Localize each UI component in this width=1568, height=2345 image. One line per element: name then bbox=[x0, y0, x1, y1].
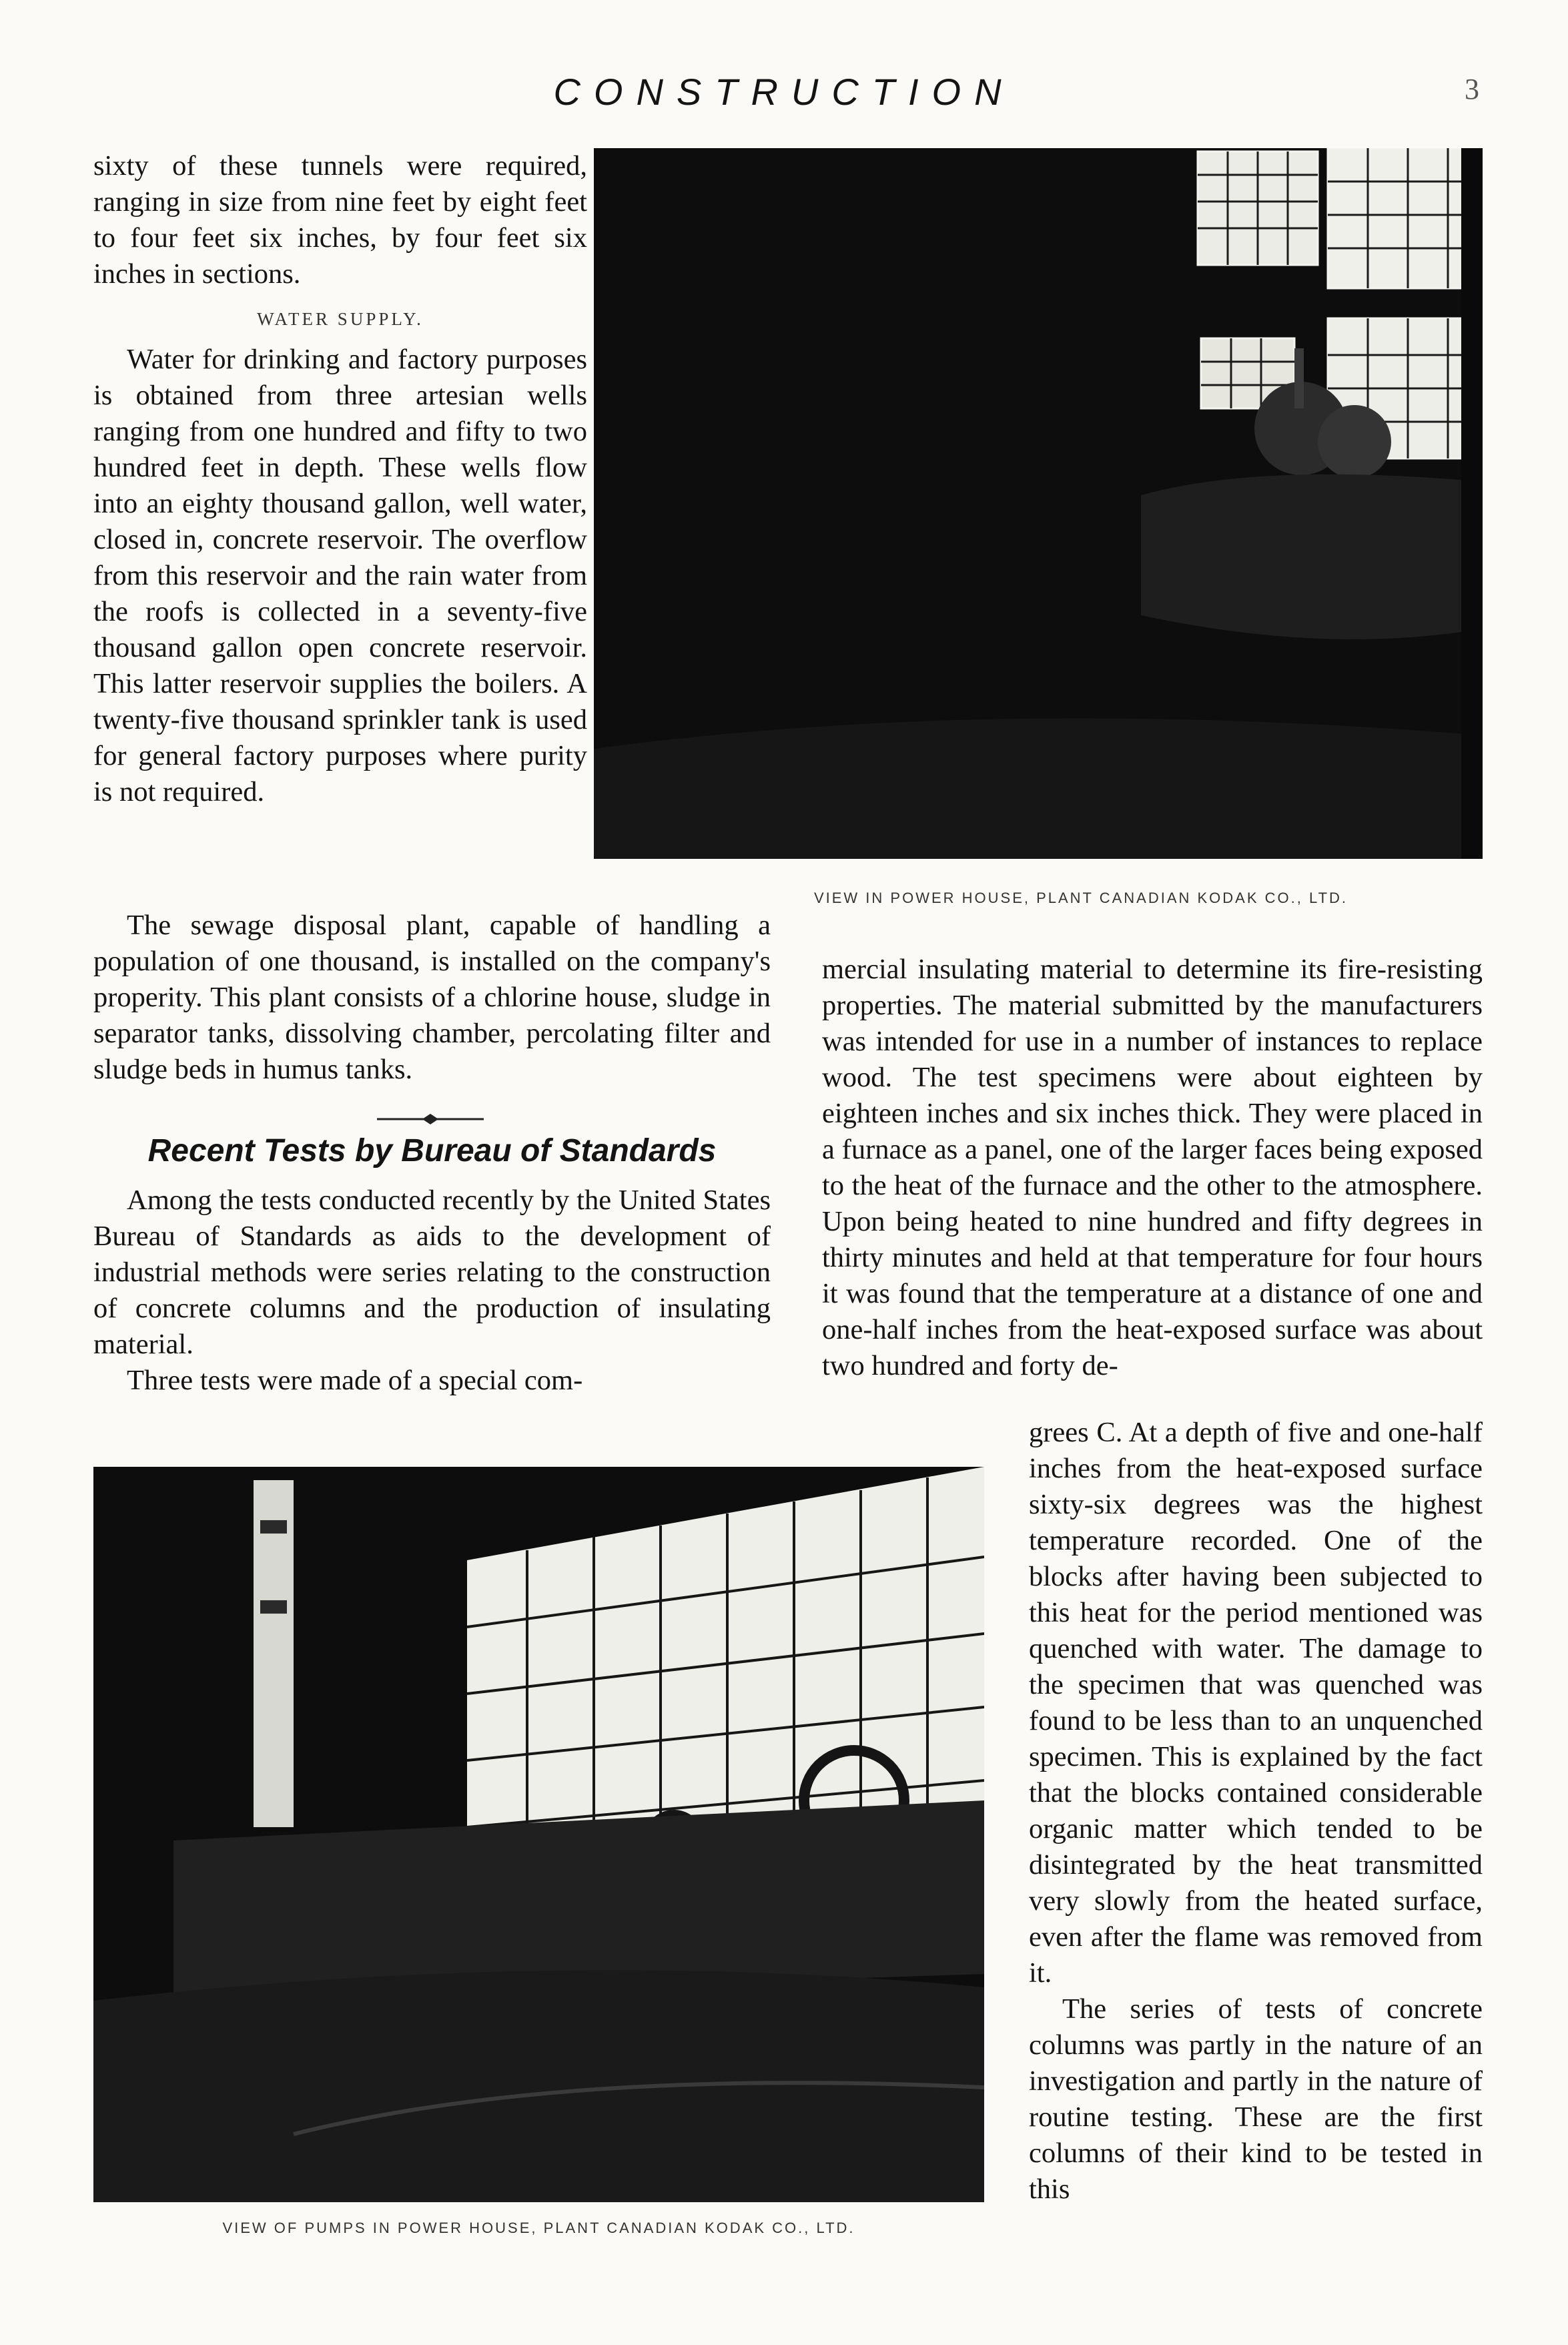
pumps-illustration bbox=[93, 1467, 984, 2202]
col1-mid-sewage bbox=[93, 908, 771, 1088]
paragraph-sewage: The sewage disposal plant, capable of handling a population of one thousand, is installed on the company's properity. This plant consists of a chlorine house, sludge in separator tanks, dissolving chamber, percolating filter and sludge beds in humus tanks. bbox=[93, 910, 771, 1085]
power-house-illustration bbox=[594, 148, 1483, 859]
paragraph-tests-2: Three tests were made of a special com- bbox=[127, 1365, 583, 1396]
photo-pumps bbox=[93, 1467, 984, 2202]
running-head: CONSTRUCTION bbox=[553, 71, 1015, 113]
subhead-water-supply: WATER SUPPLY. bbox=[257, 309, 424, 329]
section-divider bbox=[370, 1112, 490, 1126]
page-number: 3 bbox=[1465, 73, 1479, 105]
col1-top-water bbox=[93, 342, 587, 810]
paragraph-water-supply: Water for drinking and factory purposes is obtained from three artesian wells ranging from one hundred and fifty to two hundred feet in depth. These wells flow into an eighty thousand gallon, well water, closed in, concrete reservoir. The overflow from this reservoir and the rain water from the roofs is collected in a seventy-five thousand gallon open concrete reservoir. This latter reservoir supplies the boilers. A twenty-five thousand sprinkler tank is used for general factory purposes where purity is not required. bbox=[93, 344, 587, 807]
paragraph-columns: The series of tests of concrete columns was partly in the nature of an investigation and partly in the nature of routine testing. These are the first columns of their kind to be tested in this bbox=[1029, 1993, 1483, 2205]
paragraph-tests-1: Among the tests conducted recently by the United States Bureau of Standards as aids to the development of industrial methods were series relating to the construction of concrete columns and the production of insulating material. bbox=[93, 1185, 771, 1360]
photo-power-house bbox=[594, 148, 1483, 859]
col2-narrow bbox=[1029, 1415, 1483, 2208]
col1-top-intro bbox=[93, 148, 587, 292]
paragraph-insulating-cont: grees C. At a depth of five and one-half inches from the heat-exposed surface sixty-six degrees was the highest temperature recorded. One of the blocks after having been subjected to this heat for the period mentioned was quenched with water. The damage to the specimen that was quenched was found to be less than to an unquenched specimen. This is explained by the fact that the blocks contained considerable organic matter which tended to be disintegrated by the heat transmitted very slowly from the heated surface, even after the flame was removed from it. bbox=[1029, 1417, 1483, 1989]
caption-bottom-photo: VIEW OF PUMPS IN POWER HOUSE, PLANT CANADIAN KODAK CO., LTD. bbox=[222, 2220, 855, 2236]
caption-top-photo: VIEW IN POWER HOUSE, PLANT CANADIAN KODAK CO., LTD. bbox=[813, 890, 1348, 906]
paragraph-tunnels: sixty of these tunnels were required, ranging in size from nine feet by eight feet to four feet six inches, by four feet six inches in sections. bbox=[93, 150, 587, 290]
col2-insulating bbox=[822, 952, 1483, 1384]
paragraph-insulating: mercial insulating material to determine its fire-resisting properties. The material submitted by the manufacturers was intended for use in a number of instances to replace wood. The test specimens were about eighteen by eighteen inches and six inches thick. They were placed in a furnace as a panel, one of the larger faces being exposed to the heat of the furnace and the other to the atmosphere. Upon being heated to nine hundred and fifty degrees in thirty minutes and held at that temperature for four hours it was found that the temperature at a distance of one and one-half inches from the heat-exposed surface was about two hundred and forty de- bbox=[822, 954, 1483, 1381]
col1-mid-tests bbox=[93, 1183, 771, 1399]
article-title: Recent Tests by Bureau of Standards bbox=[147, 1133, 717, 1168]
